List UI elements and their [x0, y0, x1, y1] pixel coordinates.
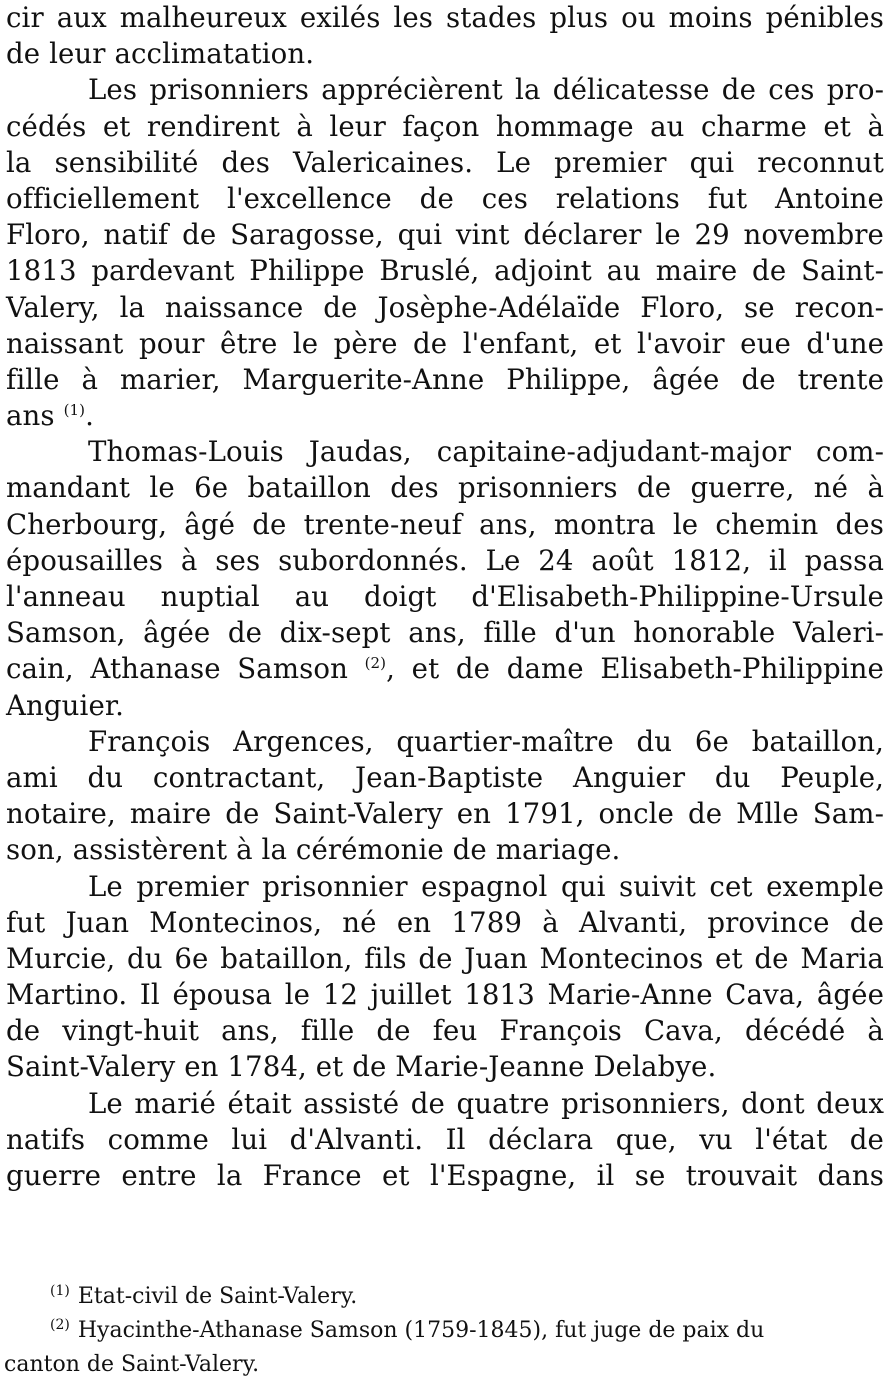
text-line: cir aux malheureux exilés les stades plus ou moins pénibles [6, 1, 884, 34]
footnote-ref[interactable]: (2) [364, 654, 387, 673]
text-line: 1813 pardevant Philippe Bruslé, adjoint au maire de Saint- [6, 254, 884, 288]
text-line: Floro, natif de Saragosse, qui vint déclarer le 29 novembre [6, 218, 884, 252]
text-line: Saint-Valery en 1784, et de Marie-Jeanne Delabye. [6, 1050, 717, 1084]
text-line: la sensibilité des Valericaines. Le premier qui reconnut [6, 145, 884, 179]
text-line: Thomas-Louis Jaudas, capitaine-adjudant-major com- [88, 435, 884, 469]
text-line: Valery, la naissance de Josèphe-Adélaïde Floro, se recon- [6, 290, 884, 324]
text-line: fut Juan Montecinos, né en 1789 à Alvanti, province de [6, 905, 884, 939]
text-line: épousailles à ses subordonnés. Le 24 août 1812, il passa [6, 543, 884, 577]
footnote-1: $^{(1)}$ Etat-civil de Saint-Valery. [50, 1282, 358, 1309]
text-line: cain, Athanase Samson $^{(2)}$, et de dame Elisabeth-Philippine [6, 652, 884, 686]
text-line: de vingt-huit ans, fille de feu François Cava, décédé à [6, 1014, 884, 1048]
footnote-2-continuation: canton de Saint-Valery. [4, 1352, 260, 1377]
text-line: fille à marier, Marguerite-Anne Philippe, âgée de trente [6, 362, 884, 396]
footnotes [4, 1280, 884, 1382]
text-line: notaire, maire de Saint-Valery en 1791, oncle de Mlle Sam- [6, 797, 884, 831]
text-line: Le premier prisonnier espagnol qui suivit cet exemple [88, 869, 884, 903]
text-line: natifs comme lui d'Alvanti. Il déclara que, vu l'état de [6, 1122, 884, 1156]
text-line: de leur acclimatation. [6, 37, 315, 71]
footnote-ref[interactable]: (1) [63, 400, 86, 419]
text-line: guerre entre la France et l'Espagne, il se trouvait dans [6, 1159, 884, 1192]
text-line: Murcie, du 6e bataillon, fils de Juan Montecinos et de Maria [6, 941, 884, 975]
text-line: Samson, âgée de dix-sept ans, fille d'un honorable Valeri- [6, 616, 884, 650]
body-text [6, 0, 884, 1194]
footnote-2: $^{(2)}$ Hyacinthe-Athanase Samson (1759-1845), fut juge de paix du [50, 1316, 765, 1343]
text-line: ami du contractant, Jean-Baptiste Anguier du Peuple, [6, 760, 884, 794]
text-line: François Argences, quartier-maître du 6e bataillon, [88, 724, 884, 758]
text-line: l'anneau nuptial au doigt d'Elisabeth-Philippine-Ursule [6, 580, 884, 613]
text-line: Cherbourg, âgé de trente-neuf ans, montra le chemin des [6, 507, 884, 541]
text-line: Martino. Il épousa le 12 juillet 1813 Marie-Anne Cava, âgée [6, 978, 884, 1012]
text-line: Anguier. [6, 688, 125, 722]
footnote-mark: (2) [50, 1316, 70, 1333]
text-line: son, assistèrent à la cérémonie de mariage. [6, 833, 621, 867]
footnote-mark: (1) [50, 1282, 70, 1299]
text-line: cédés et rendirent à leur façon hommage au charme et à [6, 109, 884, 143]
text-line: Les prisonniers apprécièrent la délicatesse de ces pro- [88, 73, 884, 107]
text-line: officiellement l'excellence de ces relations fut Antoine [6, 181, 884, 215]
text-line: mandant le 6e bataillon des prisonniers de guerre, né à [6, 471, 884, 505]
text-line: naissant pour être le père de l'enfant, et l'avoir eue d'une [6, 326, 884, 360]
text-line: Le marié était assisté de quatre prisonniers, dont deux [88, 1086, 884, 1120]
text-line: ans $^{(1)}$. [6, 399, 94, 433]
